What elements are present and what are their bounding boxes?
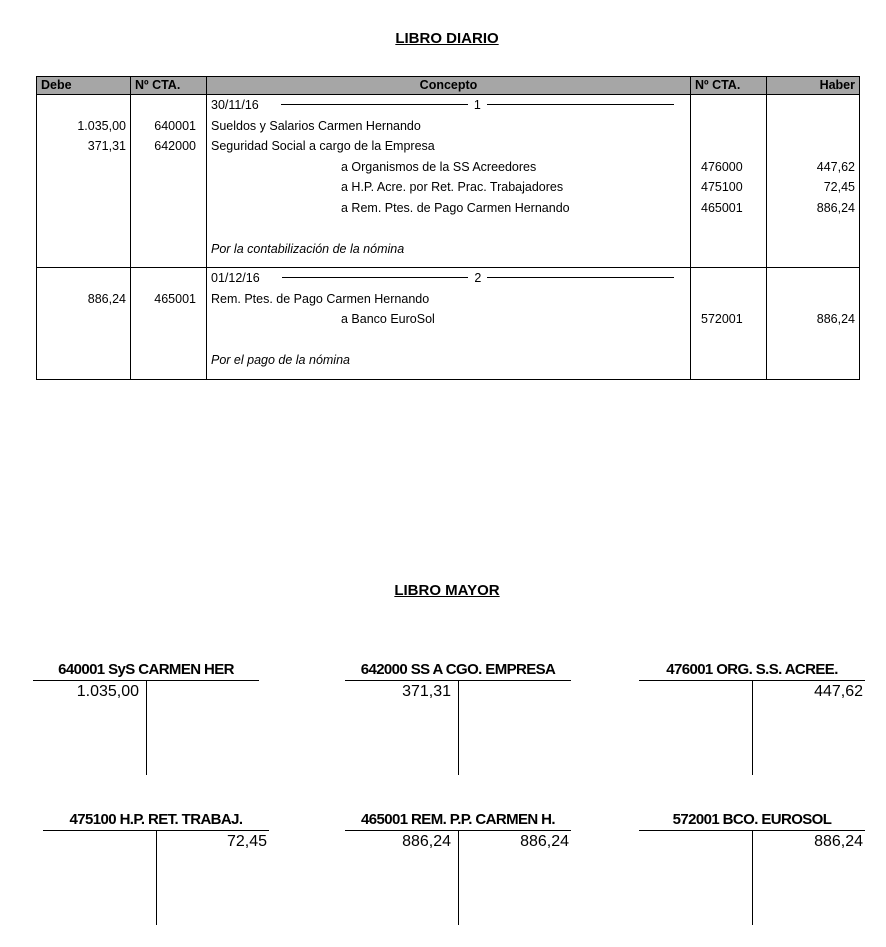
header-cta-haber: Nº CTA. <box>691 77 767 95</box>
debe-column <box>37 95 131 268</box>
header-haber: Haber <box>767 77 860 95</box>
t-account-divider <box>146 681 147 775</box>
t-account-haber: 886,24 <box>520 833 569 850</box>
dash-separator <box>487 104 674 105</box>
t-account <box>345 660 571 775</box>
t-account-title: 572001 BCO. EUROSOL <box>639 810 865 831</box>
debit-concept: Sueldos y Salarios Carmen Hernando <box>211 118 421 133</box>
debe-account: 640001 <box>154 118 196 133</box>
header-debe: Debe <box>37 77 131 95</box>
haber-amount: 886,24 <box>816 312 855 326</box>
dash-separator <box>487 277 674 278</box>
t-account-title: 640001 SyS CARMEN HER <box>33 660 259 681</box>
debe-account-column <box>131 268 207 380</box>
entry-note: Por la contabilización de la nómina <box>211 241 405 256</box>
debe-account: 642000 <box>154 139 196 153</box>
entry-number: 2 <box>474 271 482 285</box>
haber-account: 465001 <box>701 200 743 215</box>
entry-date: 01/12/16 <box>211 271 260 285</box>
libro-mayor-title: LIBRO MAYOR <box>394 582 500 599</box>
header-cta-debe: Nº CTA. <box>131 77 207 95</box>
t-account-divider <box>458 681 459 775</box>
t-account <box>639 810 865 925</box>
t-account-divider <box>752 681 753 775</box>
t-account-divider <box>156 831 157 925</box>
debe-column <box>37 268 131 380</box>
t-account-haber: 447,62 <box>814 683 863 700</box>
haber-account: 476000 <box>701 159 743 174</box>
entry-note: Por el pago de la nómina <box>211 353 350 367</box>
dash-separator <box>281 104 468 105</box>
entry-date-line <box>211 95 686 116</box>
entry-number: 1 <box>473 98 481 112</box>
concepto-column <box>207 268 691 380</box>
haber-account: 572001 <box>701 312 743 326</box>
header-concepto: Concepto <box>207 77 691 95</box>
journal-entry <box>37 95 860 268</box>
t-account-haber: 72,45 <box>226 833 267 850</box>
haber-amount: 72,45 <box>823 180 855 194</box>
t-account <box>33 660 259 775</box>
debe-account-column <box>131 95 207 268</box>
debit-concept: Seguridad Social a cargo de la Empresa <box>211 139 435 153</box>
haber-account-column <box>691 95 767 268</box>
t-account-debe: 886,24 <box>402 833 451 850</box>
concepto-column <box>207 95 691 268</box>
t-account-title: 642000 SS A CGO. EMPRESA <box>345 660 571 681</box>
credit-concept: a Organismos de la SS Acreedores <box>341 159 537 174</box>
entry-date-line <box>211 268 686 289</box>
debe-amount: 886,24 <box>87 291 126 306</box>
haber-column <box>767 268 860 380</box>
t-account-title: 476001 ORG. S.S. ACREE. <box>639 660 865 681</box>
haber-amount: 447,62 <box>816 159 855 174</box>
credit-concept: a Rem. Ptes. de Pago Carmen Hernando <box>341 200 570 215</box>
t-account-divider <box>752 831 753 925</box>
debe-account: 465001 <box>154 291 196 306</box>
t-account-title: 475100 H.P. RET. TRABAJ. <box>43 810 269 831</box>
journal-table <box>36 76 860 380</box>
t-account-haber: 886,24 <box>814 833 863 850</box>
libro-diario-title: LIBRO DIARIO <box>395 30 499 47</box>
credit-concept: a Banco EuroSol <box>341 312 435 326</box>
entry-date: 30/11/16 <box>211 98 259 112</box>
dash-separator <box>282 277 469 278</box>
debe-amount: 1.035,00 <box>77 118 126 133</box>
haber-amount: 886,24 <box>816 200 855 215</box>
t-account <box>43 810 269 925</box>
t-account-debe: 1.035,00 <box>76 683 139 700</box>
t-account <box>345 810 571 925</box>
haber-account: 475100 <box>701 180 743 194</box>
credit-concept: a H.P. Acre. por Ret. Prac. Trabajadores <box>341 180 564 194</box>
t-account-title: 465001 REM. P.P. CARMEN H. <box>345 810 571 831</box>
t-account <box>639 660 865 775</box>
debit-concept: Rem. Ptes. de Pago Carmen Hernando <box>211 291 430 306</box>
haber-account-column <box>691 268 767 380</box>
debe-amount: 371,31 <box>87 139 126 153</box>
haber-column <box>767 95 860 268</box>
t-account-debe: 371,31 <box>402 683 451 700</box>
journal-entry <box>37 268 860 380</box>
journal-header-row <box>37 77 860 95</box>
t-account-divider <box>458 831 459 925</box>
